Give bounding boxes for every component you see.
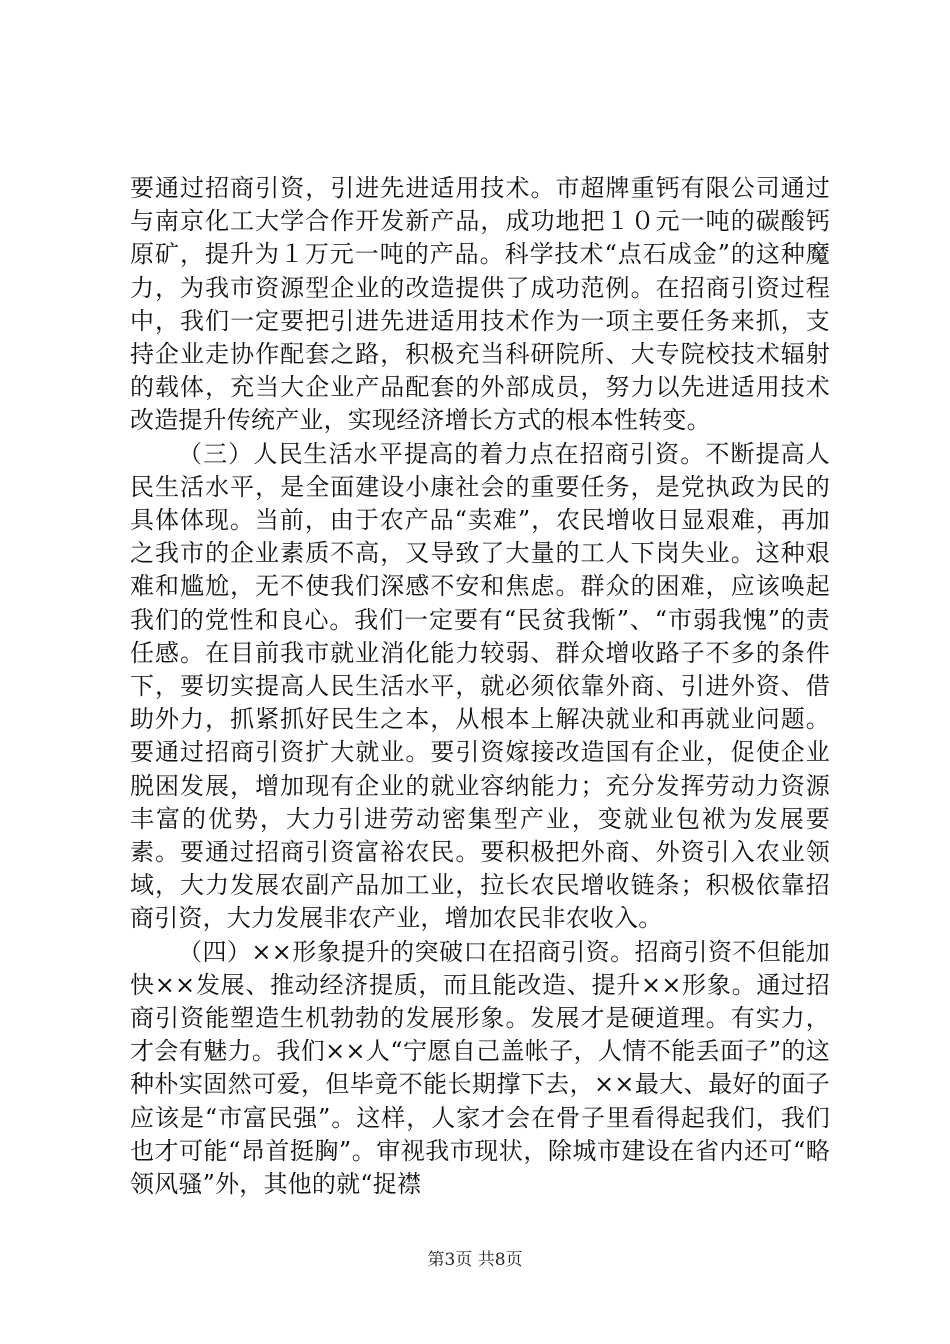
page-number-label: 第3页 共8页 <box>427 1250 523 1270</box>
page-footer <box>0 1245 950 1270</box>
paragraph-1: 要通过招商引资，引进先进适用技术。市超牌重钙有限公司通过与南京化工大学合作开发新产品，成功地把１０元一吨的碳酸钙原矿，提升为１万元一吨的产品。科学技术“点石成金”的这种魔力，为我市资源型企业的改造提供了成功范例。在招商引资过程中，我们一定要把引进先进适用技术作为一项主要任务来抓，支持企业走协作配套之路，积极充当科研院所、大专院校技术辐射的载体，充当大企业产品配套的外部成员，努力以先进适用技术改造提升传统产业，实现经济增长方式的根本性转变。 <box>130 174 830 435</box>
paragraph-2: （三）人民生活水平提高的着力点在招商引资。不断提高人民生活水平，是全面建设小康社会的重要任务，是党执政为民的具体体现。当前，由于农产品“卖难”，农民增收日显艰难，再加之我市的企业素质不高，又导致了大量的工人下岗失业。这种艰难和尴尬，无不使我们深感不安和焦虑。群众的困难，应该唤起我们的党性和良心。我们一定要有“民贫我惭”、“市弱我愧”的责任感。在目前我市就业消化能力较弱、群众增收路子不多的条件下，要切实提高人民生活水平，就必须依靠外商、引进外资、借助外力，抓紧抓好民生之本，从根本上解决就业和再就业问题。要通过招商引资扩大就业。要引资嫁接改造国有企业，促使企业脱困发展，增加现有企业的就业容纳能力；充分发挥劳动力资源丰富的优势，大力引进劳动密集型产业，变就业包袱为发展要素。要通过招商引资富裕农民。要积极把外商、外资引入农业领域，大力发展农副产品加工业，拉长农民增收链条；积极依靠招商引资，大力发展非农产业，增加农民非农收入。 <box>130 439 830 933</box>
paragraph-3: （四）××形象提升的突破口在招商引资。招商引资不但能加快××发展、推动经济提质，而且能改造、提升××形象。通过招商引资能塑造生机勃勃的发展形象。发展才是硬道理。有实力，才会有魅力。我们××人“宁愿自己盖帐子，人情不能丢面子”的这种朴实固然可爱，但毕竟不能长期撑下去，××最大、最好的面子应该是“市富民强”。这样，人家才会在骨子里看得起我们，我们也才可能“昂首挺胸”。审视我市现状，除城市建设在省内还可“略领风骚”外，其他的就“捉襟 <box>130 937 830 1199</box>
body-text <box>130 172 830 1201</box>
